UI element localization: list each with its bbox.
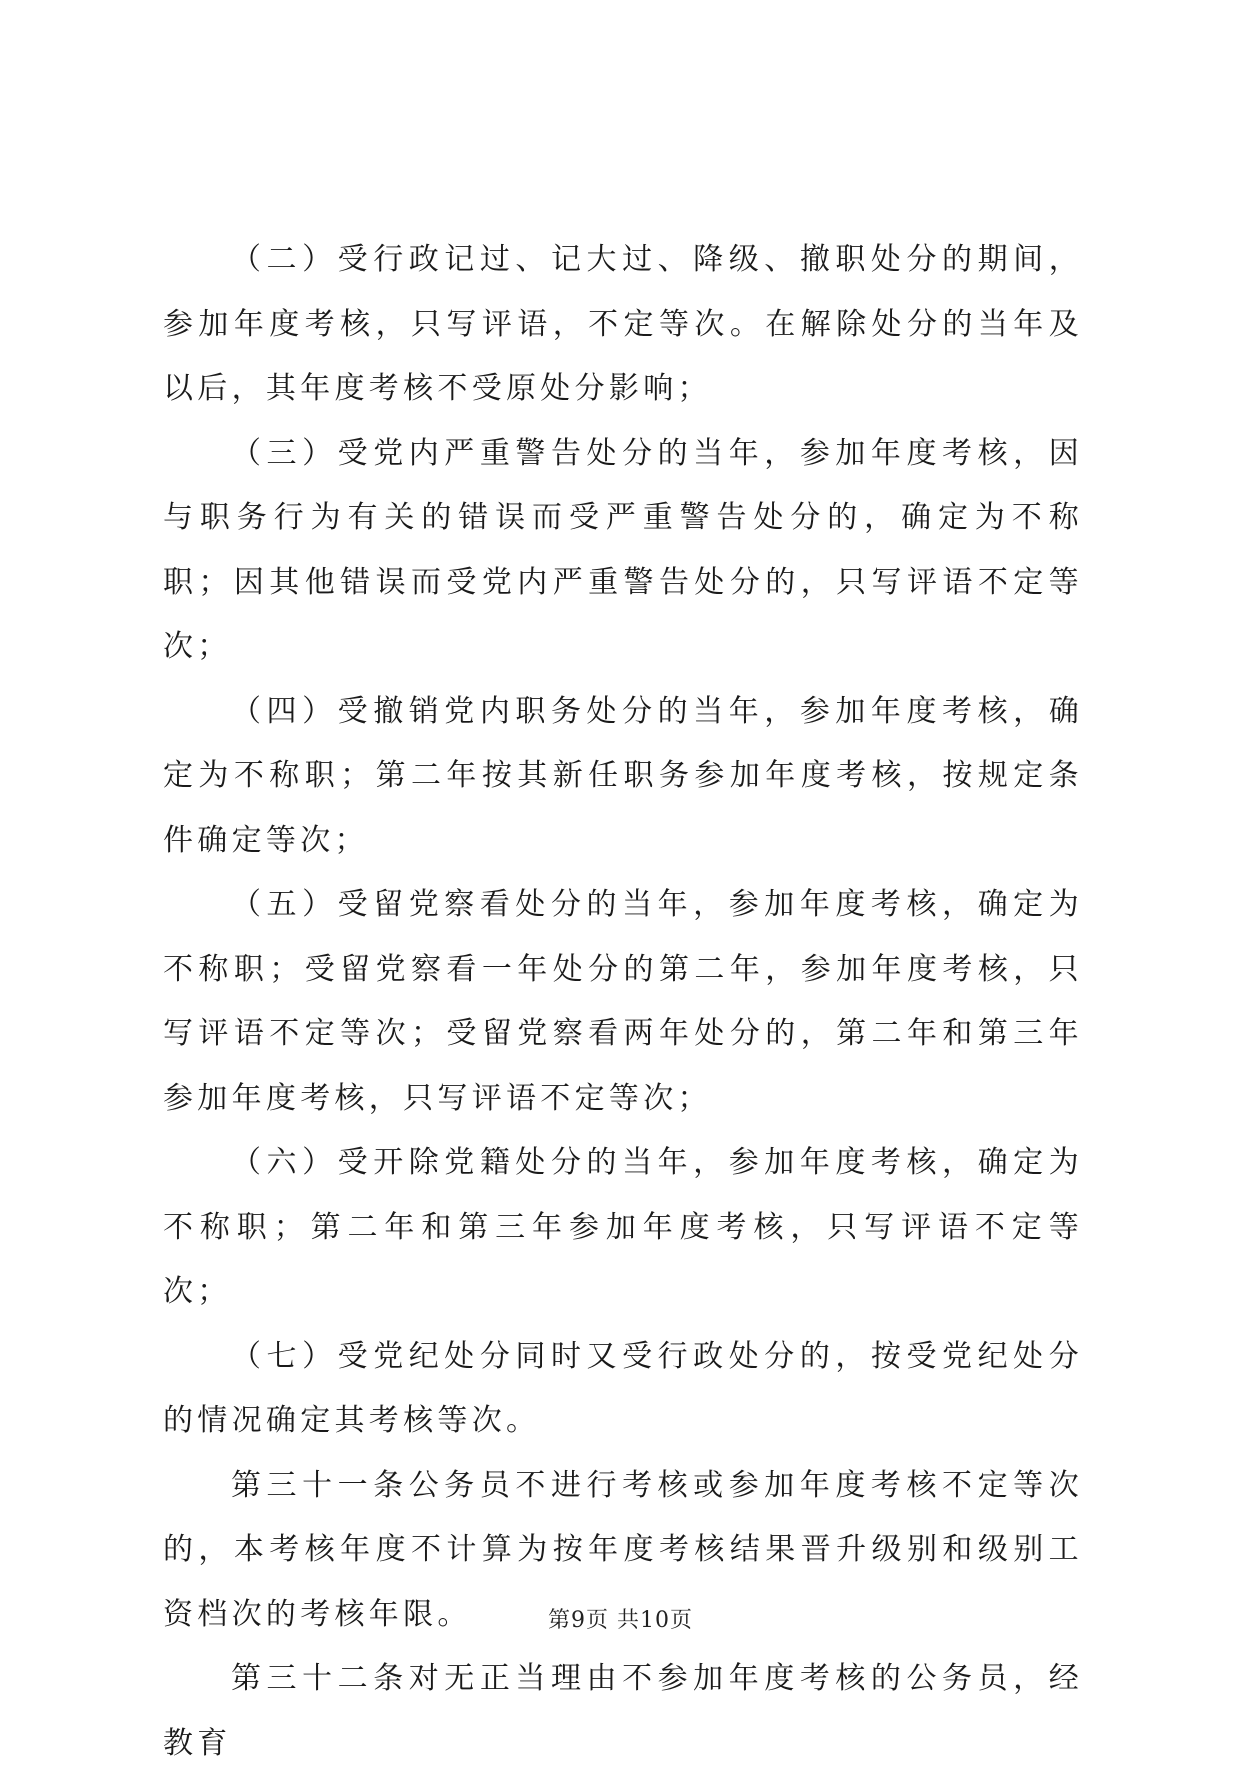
paragraph-item-2: （二）受行政记过、记大过、降级、撤职处分的期间，参加年度考核，只写评语，不定等次。在解除处分的当年及以后，其年度考核不受原处分影响； [163, 242, 1083, 406]
paragraph-item-7: （七）受党纪处分同时又受行政处分的，按受党纪处分的情况确定其考核等次。 [163, 1338, 1083, 1438]
paragraph-item-6: （六）受开除党籍处分的当年，参加年度考核，确定为不称职；第二年和第三年参加年度考核，只写评语不定等次； [163, 1145, 1083, 1309]
paragraph-item-5: （五）受留党察看处分的当年，参加年度考核，确定为不称职；受留党察看一年处分的第二年，参加年度考核，只写评语不定等次；受留党察看两年处分的，第二年和第三年参加年度考核，只写评语不定等次； [163, 887, 1083, 1116]
article-32-paragraph: 第三十二条对无正当理由不参加年度考核的公务员，经教育 [163, 1661, 1083, 1761]
paragraph-item-4: （四）受撤销党内职务处分的当年，参加年度考核，确定为不称职；第二年按其新任职务参加年度考核，按规定条件确定等次； [163, 693, 1083, 858]
document-body [163, 228, 1083, 1776]
paragraph-item-3: （三）受党内严重警告处分的当年，参加年度考核，因与职务行为有关的错误而受严重警告处分的，确定为不称职；因其他错误而受党内严重警告处分的，只写评语不定等次； [163, 435, 1083, 664]
article-31-paragraph: 第三十一条公务员不进行考核或参加年度考核不定等次的，本考核年度不计算为按年度考核结果晋升级别和级别工资档次的考核年限。 [163, 1467, 1083, 1632]
page-number-footer: 第9页 共10页 [548, 1608, 693, 1633]
